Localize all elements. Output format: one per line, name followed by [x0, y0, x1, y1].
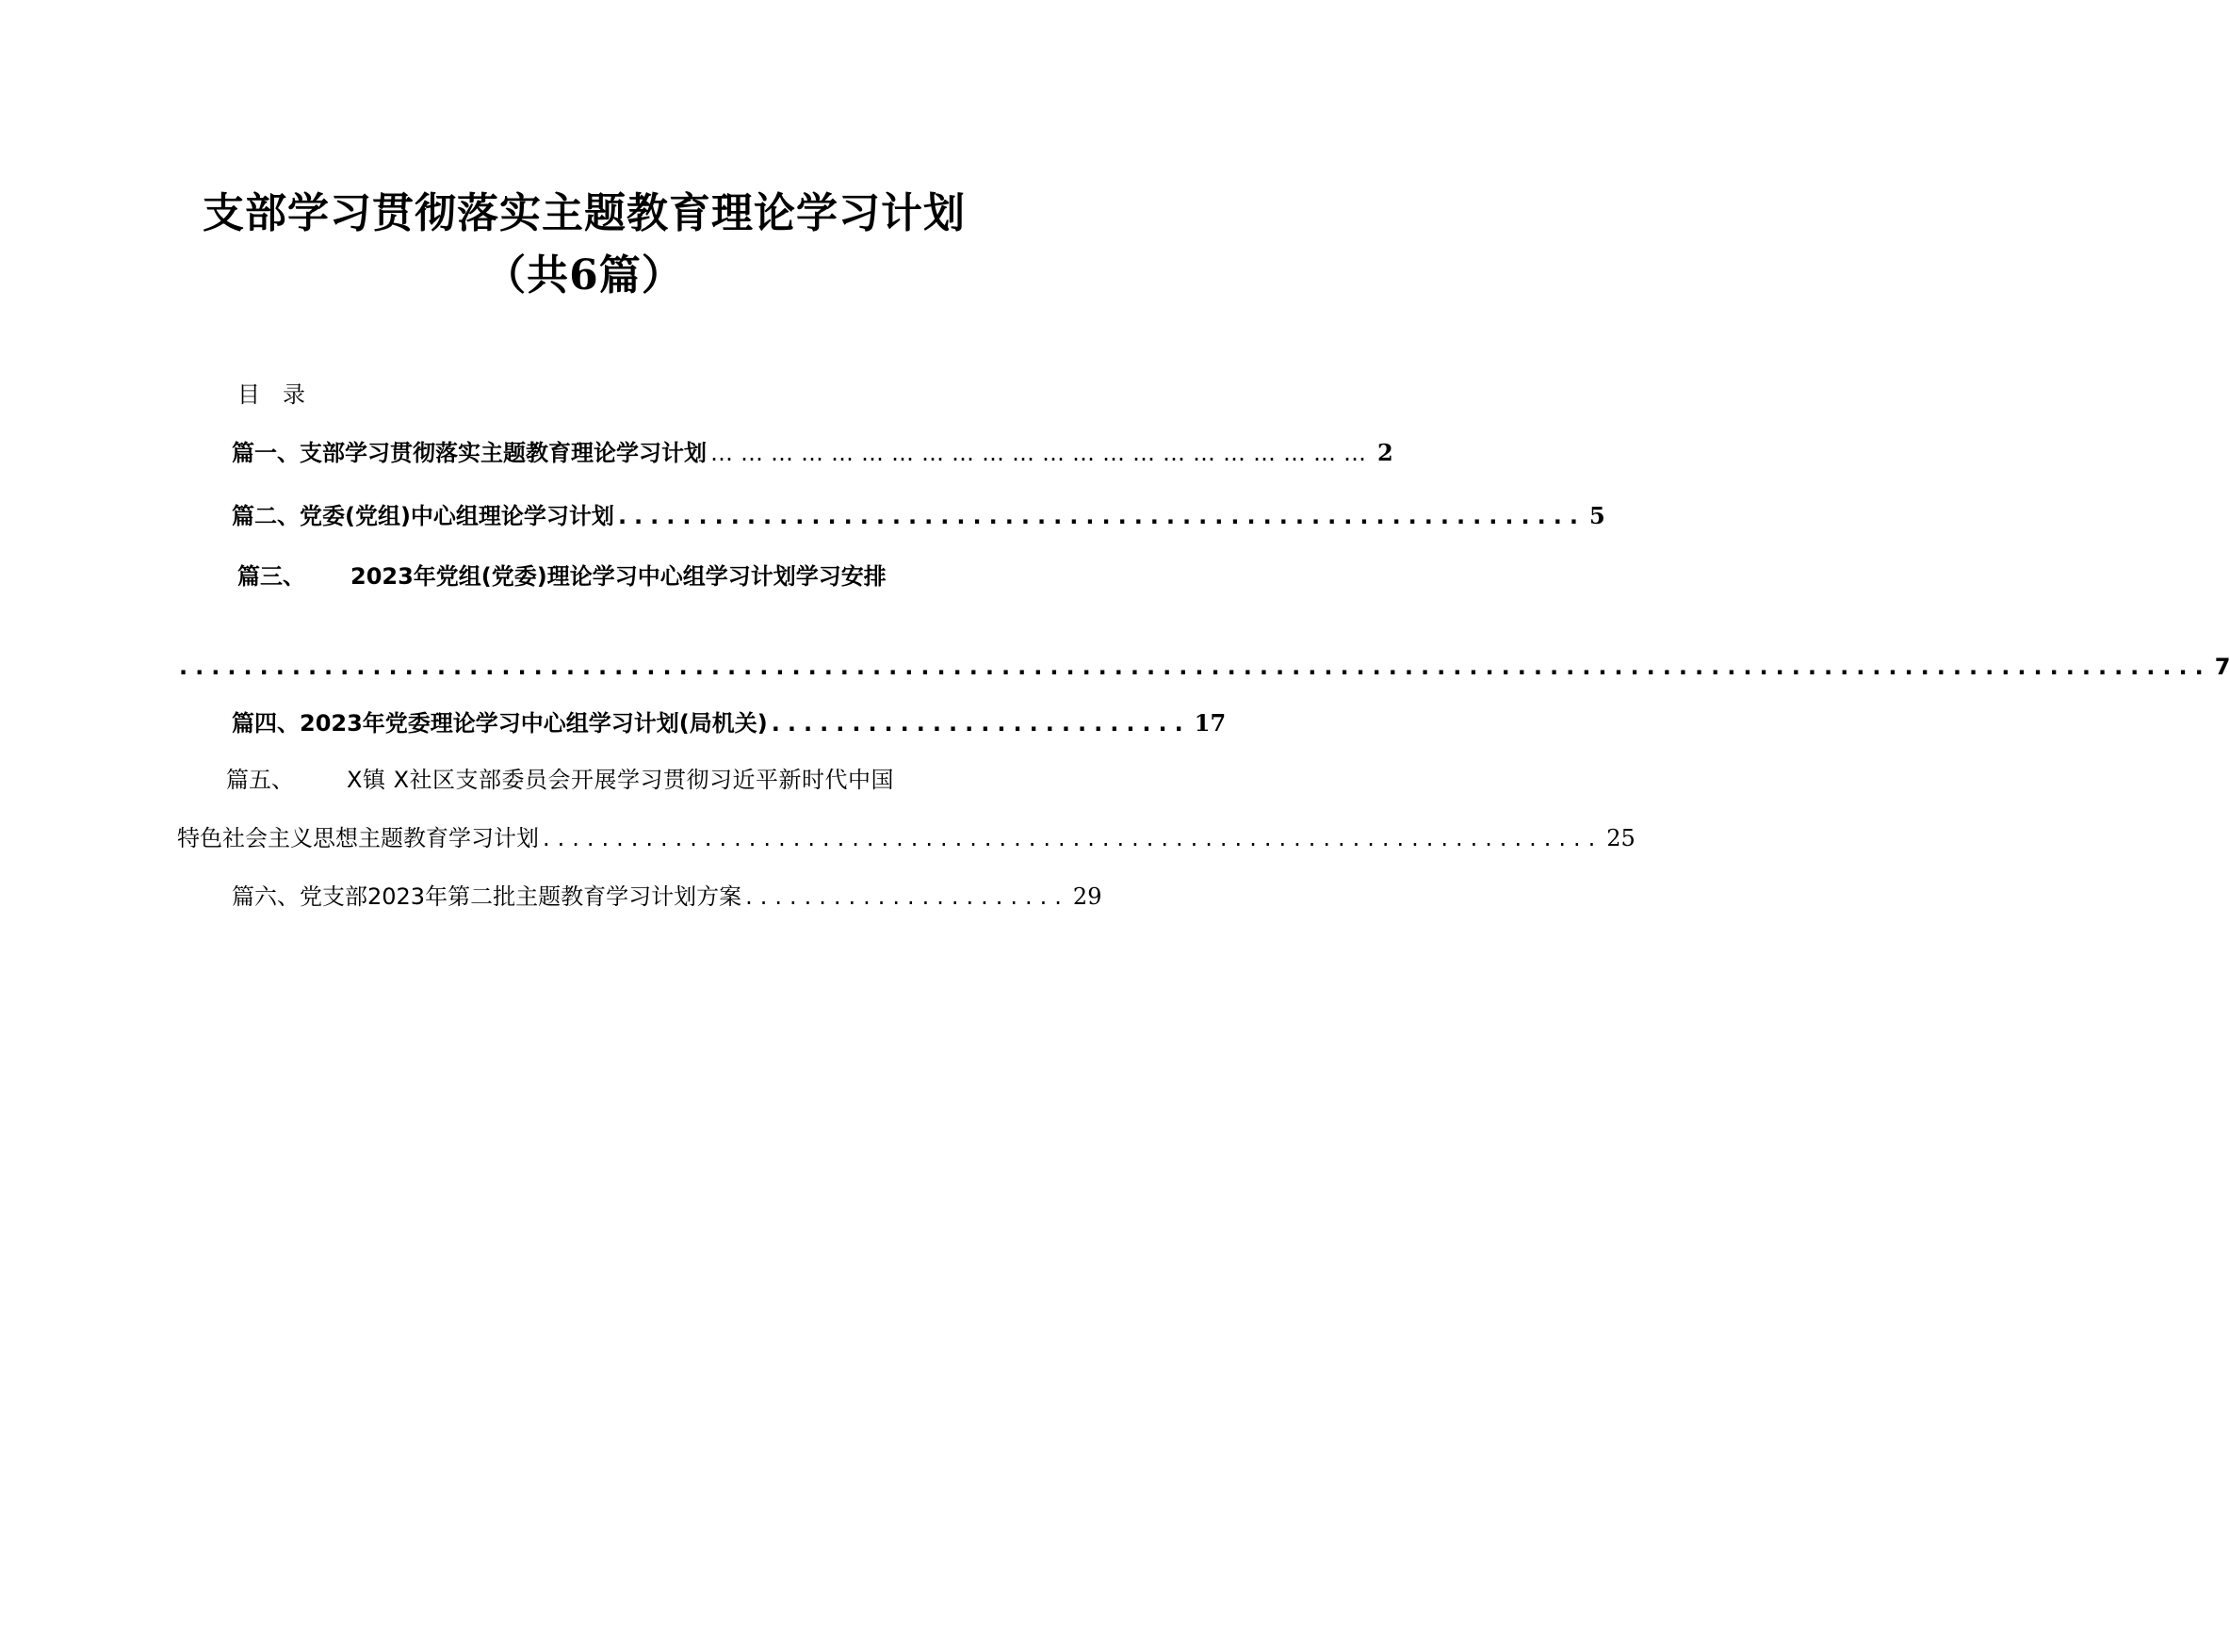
toc-entry-title: 支部学习贯彻落实主题教育理论学习计划: [300, 440, 707, 466]
toc-entry-label: 篇五、: [226, 767, 294, 793]
toc-entry-label: 篇四、: [232, 710, 300, 737]
toc-entry-5[interactable]: [226, 761, 991, 794]
toc-entry-5-continuation[interactable]: [177, 819, 1636, 852]
toc-leader: ..........................: [771, 710, 1191, 737]
toc-leader: ........................................................................: [543, 825, 1603, 851]
toc-entry-page: 25: [1606, 825, 1636, 851]
toc-entry-4[interactable]: [232, 705, 1227, 737]
toc-entry-page: 5: [1588, 502, 1605, 529]
toc-leader: ............................................................: [617, 503, 1586, 529]
toc-entry-6[interactable]: [232, 878, 1102, 911]
toc-entry-title: 2023年党委理论学习中心组学习计划(局机关): [300, 710, 768, 737]
document-subtitle-count: （共6篇）: [484, 251, 684, 300]
toc-entry-page: 7: [2214, 654, 2230, 680]
toc-entry-label: 篇二、: [232, 503, 300, 529]
toc-entry-title-line2: 特色社会主义思想主题教育学习计划: [177, 825, 539, 851]
toc-entry-page: 29: [1072, 883, 1102, 910]
toc-entry-3[interactable]: [237, 558, 991, 591]
toc-heading: 目录: [237, 381, 328, 408]
toc-entry-title: 党支部2023年第二批主题教育学习计划方案: [300, 883, 742, 910]
toc-entry-title-line1: X镇 X社区支部委员会开展学习贯彻习近平新时代中国: [347, 767, 895, 793]
toc-leader: ..............................................................................................................................: [179, 654, 2211, 680]
toc-entry-3-continuation[interactable]: [179, 654, 2230, 680]
toc-entry-label: 篇三、: [237, 563, 305, 590]
toc-entry-1[interactable]: [232, 434, 1393, 467]
toc-leader: …………………………………………………………: [710, 440, 1374, 466]
toc-entry-title: 2023年党组(党委)理论学习中心组学习计划学习安排: [350, 563, 887, 590]
toc-entry-label: 篇六、: [232, 883, 300, 910]
toc-entry-page: 2: [1377, 439, 1393, 466]
document-title: 支部学习贯彻落实主题教育理论学习计划: [203, 189, 966, 237]
toc-entry-page: 17: [1194, 709, 1227, 737]
toc-leader: ......................: [745, 883, 1069, 910]
toc-entry-2[interactable]: [232, 497, 1605, 530]
toc-entry-label: 篇一、: [232, 440, 300, 466]
toc-entry-title: 党委(党组)中心组理论学习计划: [300, 503, 614, 529]
